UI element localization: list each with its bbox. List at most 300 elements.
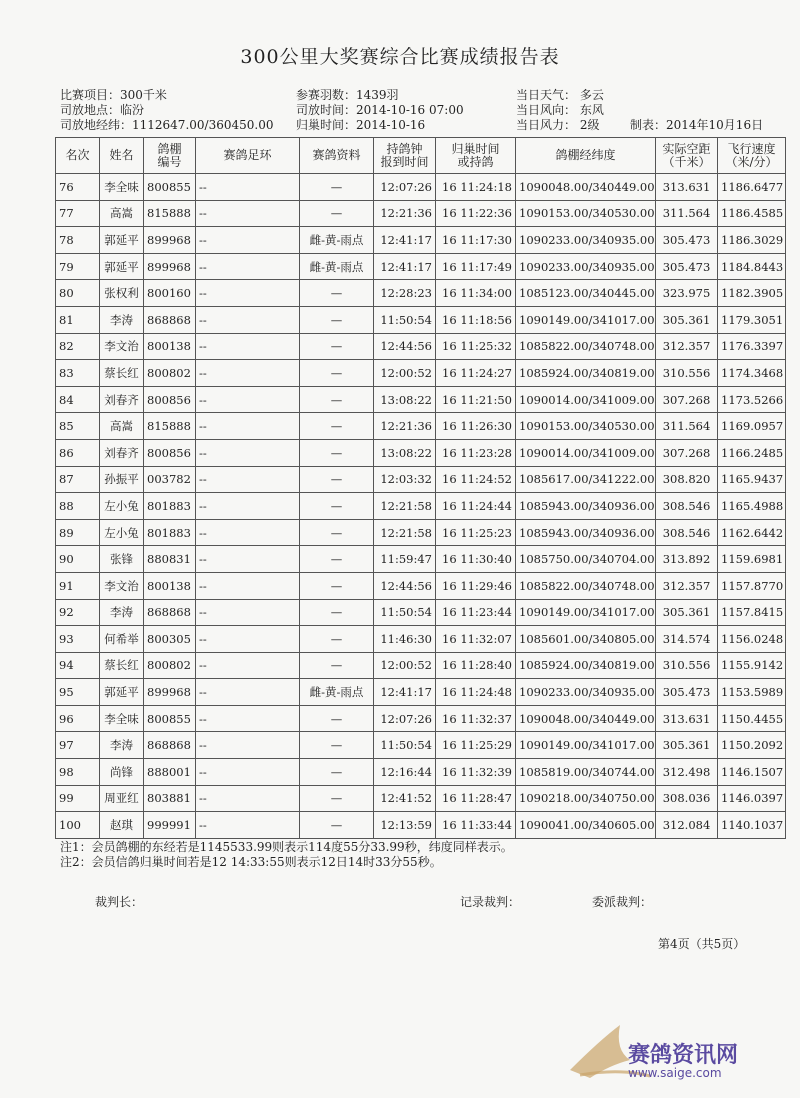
table-cell: -- (196, 174, 300, 201)
table-cell: 311.564 (656, 200, 718, 227)
table-cell: 12:13:59 (374, 812, 436, 839)
table-cell: 1182.3905 (718, 280, 786, 307)
column-header: 姓名 (100, 138, 144, 174)
table-cell: 16 11:22:36 (436, 200, 516, 227)
table-cell: 310.556 (656, 652, 718, 679)
table-cell: 李全味 (100, 174, 144, 201)
table-cell: 1090048.00/340449.00 (516, 174, 656, 201)
table-cell: 1186.6477 (718, 174, 786, 201)
table-cell: 1140.1037 (718, 812, 786, 839)
table-cell: 800160 (144, 280, 196, 307)
table-cell: — (300, 652, 374, 679)
table-cell: 左小兔 (100, 519, 144, 546)
table-cell: 12:41:17 (374, 227, 436, 254)
table-cell: 16 11:24:44 (436, 493, 516, 520)
table-cell: 16 11:21:50 (436, 386, 516, 413)
table-cell: 1085750.00/340704.00 (516, 546, 656, 573)
table-cell: -- (196, 253, 300, 280)
table-cell: 323.975 (656, 280, 718, 307)
table-cell: 89 (56, 519, 100, 546)
table-row (56, 227, 786, 254)
column-header: 实际空距 （千米） (656, 138, 718, 174)
table-cell: 800305 (144, 626, 196, 653)
table-cell: 郭延平 (100, 253, 144, 280)
column-header: 飞行速度 （米/分） (718, 138, 786, 174)
table-cell: 12:16:44 (374, 759, 436, 786)
table-cell: 12:00:52 (374, 652, 436, 679)
table-cell: 尚锋 (100, 759, 144, 786)
table-row (56, 466, 786, 493)
table-cell: 305.361 (656, 732, 718, 759)
table-cell: 16 11:24:27 (436, 360, 516, 387)
wind-direction: 当日风向： 东风 (516, 103, 604, 117)
table-cell: 16 11:26:30 (436, 413, 516, 440)
column-header: 赛鸽资料 (300, 138, 374, 174)
table-cell: 1165.4988 (718, 493, 786, 520)
table-cell: 李涛 (100, 599, 144, 626)
table-cell: 12:44:56 (374, 333, 436, 360)
column-header: 持鸽钟 报到时间 (374, 138, 436, 174)
table-cell: 刘春齐 (100, 439, 144, 466)
watermark-url: www.saige.com (628, 1066, 722, 1080)
table-cell: 16 11:25:23 (436, 519, 516, 546)
table-cell: 94 (56, 652, 100, 679)
table-cell: — (300, 732, 374, 759)
table-cell: 899968 (144, 253, 196, 280)
table-cell: 83 (56, 360, 100, 387)
table-cell: 97 (56, 732, 100, 759)
info-col-1 (60, 88, 273, 133)
table-cell: 1090153.00/340530.00 (516, 200, 656, 227)
table-cell: -- (196, 413, 300, 440)
table-cell: 1174.3468 (718, 360, 786, 387)
table-cell: 1085924.00/340819.00 (516, 360, 656, 387)
table-row (56, 599, 786, 626)
table-cell: — (300, 280, 374, 307)
table-cell: — (300, 705, 374, 732)
table-cell: 86 (56, 439, 100, 466)
table-cell: 1085924.00/340819.00 (516, 652, 656, 679)
table-cell: 16 11:29:46 (436, 572, 516, 599)
table-cell: 81 (56, 306, 100, 333)
table-cell: 801883 (144, 519, 196, 546)
table-cell: 左小兔 (100, 493, 144, 520)
race-item: 比赛项目：300千米 (60, 88, 167, 102)
table-cell: 800138 (144, 572, 196, 599)
table-cell: — (300, 174, 374, 201)
table-cell: 92 (56, 599, 100, 626)
table-cell: 1146.1507 (718, 759, 786, 786)
table-cell: -- (196, 652, 300, 679)
maker-date: 制表：2014年10月16日 (630, 118, 764, 132)
table-cell: -- (196, 519, 300, 546)
table-cell: 12:41:17 (374, 679, 436, 706)
table-row (56, 705, 786, 732)
table-cell: — (300, 333, 374, 360)
table-cell: 100 (56, 812, 100, 839)
table-cell: 88 (56, 493, 100, 520)
recorder-judge-label: 记录裁判： (460, 895, 521, 909)
table-cell: 高嵩 (100, 413, 144, 440)
table-cell: 314.574 (656, 626, 718, 653)
table-cell: 1166.2485 (718, 439, 786, 466)
table-cell: -- (196, 599, 300, 626)
table-cell: 311.564 (656, 413, 718, 440)
table-cell: 308.546 (656, 519, 718, 546)
table-cell: 1090233.00/340935.00 (516, 253, 656, 280)
table-cell: 1150.4455 (718, 705, 786, 732)
table-cell: — (300, 439, 374, 466)
table-cell: 1085819.00/340744.00 (516, 759, 656, 786)
table-cell: 1085943.00/340936.00 (516, 493, 656, 520)
table-row (56, 280, 786, 307)
table-cell: 312.357 (656, 572, 718, 599)
table-cell: 高嵩 (100, 200, 144, 227)
table-cell: -- (196, 306, 300, 333)
column-header: 归巢时间 或持鸽 (436, 138, 516, 174)
table-row (56, 652, 786, 679)
table-row (56, 759, 786, 786)
table-cell: 868868 (144, 306, 196, 333)
table-row (56, 493, 786, 520)
table-cell: — (300, 626, 374, 653)
table-row (56, 360, 786, 387)
table-cell: 郭延平 (100, 227, 144, 254)
table-cell: 郭延平 (100, 679, 144, 706)
table-cell: 93 (56, 626, 100, 653)
table-cell: 11:50:54 (374, 306, 436, 333)
table-cell: 899968 (144, 679, 196, 706)
table-row (56, 679, 786, 706)
table-cell: 1090014.00/341009.00 (516, 439, 656, 466)
table-cell: -- (196, 705, 300, 732)
table-cell: -- (196, 200, 300, 227)
table-cell: 1090233.00/340935.00 (516, 227, 656, 254)
table-cell: — (300, 306, 374, 333)
release-place: 司放地点：临汾 (60, 103, 145, 117)
table-cell: 1153.5989 (718, 679, 786, 706)
table-cell: 87 (56, 466, 100, 493)
table-cell: -- (196, 386, 300, 413)
table-cell: 800802 (144, 360, 196, 387)
table-cell: -- (196, 466, 300, 493)
table-cell: 868868 (144, 732, 196, 759)
table-cell: 16 11:32:37 (436, 705, 516, 732)
table-cell: 79 (56, 253, 100, 280)
table-cell: 李全味 (100, 705, 144, 732)
table-row (56, 439, 786, 466)
table-cell: 1085822.00/340748.00 (516, 572, 656, 599)
table-cell: 96 (56, 705, 100, 732)
table-cell: 888001 (144, 759, 196, 786)
table-cell: 12:44:56 (374, 572, 436, 599)
table-cell: -- (196, 626, 300, 653)
table-row (56, 386, 786, 413)
table-cell: 1090014.00/341009.00 (516, 386, 656, 413)
table-cell: 12:21:58 (374, 493, 436, 520)
table-cell: 1085943.00/340936.00 (516, 519, 656, 546)
table-cell: 12:21:36 (374, 413, 436, 440)
table-cell: 张锋 (100, 546, 144, 573)
table-row (56, 174, 786, 201)
table-cell: 815888 (144, 413, 196, 440)
table-cell: 12:07:26 (374, 705, 436, 732)
table-row (56, 333, 786, 360)
table-cell: 310.556 (656, 360, 718, 387)
table-cell: 刘春齐 (100, 386, 144, 413)
table-cell: 305.473 (656, 227, 718, 254)
table-cell: 1169.0957 (718, 413, 786, 440)
table-cell: 800856 (144, 439, 196, 466)
table-cell: -- (196, 572, 300, 599)
release-coords: 司放地经纬：1112647.00/360450.00 (60, 118, 274, 132)
table-cell: 16 11:32:39 (436, 759, 516, 786)
table-cell: 999991 (144, 812, 196, 839)
table-cell: 雌-黄-雨点 (300, 253, 374, 280)
table-cell: 12:03:32 (374, 466, 436, 493)
table-cell: 1162.6442 (718, 519, 786, 546)
wind-force: 当日风力： 2级 (516, 118, 600, 132)
table-cell: — (300, 599, 374, 626)
table-cell: 82 (56, 333, 100, 360)
table-cell: — (300, 200, 374, 227)
page-number: 第4页（共5页） (658, 937, 746, 951)
table-cell: 1090149.00/341017.00 (516, 599, 656, 626)
table-cell: — (300, 572, 374, 599)
table-cell: 12:07:26 (374, 174, 436, 201)
table-cell: -- (196, 493, 300, 520)
table-cell: 16 11:28:40 (436, 652, 516, 679)
table-row (56, 546, 786, 573)
table-cell: 307.268 (656, 386, 718, 413)
table-cell: 李涛 (100, 732, 144, 759)
table-cell: 16 11:25:32 (436, 333, 516, 360)
table-cell: 98 (56, 759, 100, 786)
table-cell: 1179.3051 (718, 306, 786, 333)
release-time: 司放时间：2014-10-16 07:00 (296, 103, 464, 117)
table-cell: -- (196, 333, 300, 360)
info-col-2 (296, 88, 464, 133)
table-row (56, 200, 786, 227)
table-cell: -- (196, 227, 300, 254)
weather: 当日天气： 多云 (516, 88, 604, 102)
table-cell: 李文治 (100, 333, 144, 360)
report-title: 300公里大奖赛综合比赛成绩报告表 (240, 46, 560, 68)
table-cell: 1155.9142 (718, 652, 786, 679)
table-cell: 16 11:25:29 (436, 732, 516, 759)
table-row (56, 626, 786, 653)
chief-judge-label: 裁判长： (95, 895, 144, 909)
table-cell: 1165.9437 (718, 466, 786, 493)
table-cell: — (300, 546, 374, 573)
table-cell: -- (196, 360, 300, 387)
table-cell: 16 11:34:00 (436, 280, 516, 307)
table-cell: 12:28:23 (374, 280, 436, 307)
table-row (56, 306, 786, 333)
table-cell: — (300, 413, 374, 440)
notes (60, 840, 513, 870)
table-cell: 16 11:32:07 (436, 626, 516, 653)
table-cell: 815888 (144, 200, 196, 227)
table-cell: 1156.0248 (718, 626, 786, 653)
table-cell: 313.892 (656, 546, 718, 573)
table-cell: 1146.0397 (718, 785, 786, 812)
delegate-judge-label: 委派裁判： (592, 895, 653, 909)
table-cell: 11:50:54 (374, 599, 436, 626)
table-cell: 313.631 (656, 705, 718, 732)
table-cell: -- (196, 439, 300, 466)
table-cell: 1090041.00/340605.00 (516, 812, 656, 839)
table-cell: 307.268 (656, 439, 718, 466)
table-cell: — (300, 812, 374, 839)
table-cell: 803881 (144, 785, 196, 812)
table-cell: -- (196, 812, 300, 839)
table-cell: -- (196, 785, 300, 812)
table-cell: 16 11:28:47 (436, 785, 516, 812)
table-cell: 13:08:22 (374, 439, 436, 466)
table-cell: 312.084 (656, 812, 718, 839)
table-cell: 1173.5266 (718, 386, 786, 413)
table-cell: 308.820 (656, 466, 718, 493)
table-cell: 16 11:23:44 (436, 599, 516, 626)
table-cell: 800802 (144, 652, 196, 679)
table-cell: 蔡长红 (100, 360, 144, 387)
table-cell: 1157.8770 (718, 572, 786, 599)
table-cell: 800855 (144, 705, 196, 732)
table-cell: 85 (56, 413, 100, 440)
table-cell: 312.498 (656, 759, 718, 786)
table-cell: 1186.4585 (718, 200, 786, 227)
table-cell: 800855 (144, 174, 196, 201)
table-cell: 孙振平 (100, 466, 144, 493)
table-cell: — (300, 759, 374, 786)
table-cell: — (300, 466, 374, 493)
table-cell: -- (196, 280, 300, 307)
table-row (56, 413, 786, 440)
table-cell: 12:21:36 (374, 200, 436, 227)
table-cell: 313.631 (656, 174, 718, 201)
table-cell: 95 (56, 679, 100, 706)
table-cell: 1085601.00/340805.00 (516, 626, 656, 653)
entry-count: 参赛羽数：1439羽 (296, 88, 399, 102)
table-cell: — (300, 493, 374, 520)
table-cell: 雌-黄-雨点 (300, 227, 374, 254)
table-cell: 16 11:18:56 (436, 306, 516, 333)
column-header: 鸽棚经纬度 (516, 138, 656, 174)
table-cell: 880831 (144, 546, 196, 573)
table-cell: 李涛 (100, 306, 144, 333)
table-cell: 16 11:24:18 (436, 174, 516, 201)
note-1: 注1：会员鸽棚的东经若是1145533.99则表示114度55分33.99秒，纬度同样表示。 (60, 840, 513, 854)
table-cell: 11:46:30 (374, 626, 436, 653)
table-cell: 1157.8415 (718, 599, 786, 626)
table-cell: 84 (56, 386, 100, 413)
table-cell: 12:00:52 (374, 360, 436, 387)
table-cell: 1150.2092 (718, 732, 786, 759)
table-cell: 11:59:47 (374, 546, 436, 573)
table-cell: 何希举 (100, 626, 144, 653)
table-cell: 12:41:17 (374, 253, 436, 280)
table-cell: 800138 (144, 333, 196, 360)
table-cell: -- (196, 679, 300, 706)
table-cell: 1090048.00/340449.00 (516, 705, 656, 732)
table-row (56, 732, 786, 759)
table-cell: 1090233.00/340935.00 (516, 679, 656, 706)
table-cell: 16 11:33:44 (436, 812, 516, 839)
table-cell: 305.361 (656, 306, 718, 333)
table-cell: -- (196, 759, 300, 786)
table-cell: 16 11:24:48 (436, 679, 516, 706)
table-cell: 1090153.00/340530.00 (516, 413, 656, 440)
table-cell: 78 (56, 227, 100, 254)
table-row (56, 785, 786, 812)
table-cell: 1085617.00/341222.00 (516, 466, 656, 493)
table-cell: 16 11:17:49 (436, 253, 516, 280)
table-cell: 蔡长红 (100, 652, 144, 679)
table-cell: 76 (56, 174, 100, 201)
table-cell: 305.361 (656, 599, 718, 626)
table-cell: 90 (56, 546, 100, 573)
table-row (56, 253, 786, 280)
info-col-3 (516, 88, 604, 133)
table-cell: 1090149.00/341017.00 (516, 732, 656, 759)
table-cell: 16 11:24:52 (436, 466, 516, 493)
table-cell: 312.357 (656, 333, 718, 360)
table-cell: 12:41:52 (374, 785, 436, 812)
table-cell: 1176.3397 (718, 333, 786, 360)
column-header: 鸽棚 编号 (144, 138, 196, 174)
table-cell: 1186.3029 (718, 227, 786, 254)
watermark-text: 赛鸽资讯网 (628, 1043, 739, 1068)
table-cell: — (300, 785, 374, 812)
table-cell: 雌-黄-雨点 (300, 679, 374, 706)
table-cell: 99 (56, 785, 100, 812)
table-cell: 16 11:23:28 (436, 439, 516, 466)
table-cell: 1184.8443 (718, 253, 786, 280)
table-cell: 91 (56, 572, 100, 599)
table-cell: 77 (56, 200, 100, 227)
table-cell: 赵琪 (100, 812, 144, 839)
table-cell: 800856 (144, 386, 196, 413)
table-cell: 11:50:54 (374, 732, 436, 759)
table-cell: 1090149.00/341017.00 (516, 306, 656, 333)
results-table (55, 137, 786, 839)
table-cell: 899968 (144, 227, 196, 254)
column-header: 赛鸽足环 (196, 138, 300, 174)
table-cell: 16 11:30:40 (436, 546, 516, 573)
table-cell: 868868 (144, 599, 196, 626)
table-cell: — (300, 386, 374, 413)
table-cell: 13:08:22 (374, 386, 436, 413)
table-cell: 12:21:58 (374, 519, 436, 546)
return-time: 归巢时间：2014-10-16 (296, 118, 426, 132)
table-cell: 1085822.00/340748.00 (516, 333, 656, 360)
table-cell: 1090218.00/340750.00 (516, 785, 656, 812)
table-cell: 305.473 (656, 253, 718, 280)
table-cell: 张权利 (100, 280, 144, 307)
table-cell: 003782 (144, 466, 196, 493)
table-header-row (56, 138, 786, 174)
table-row (56, 812, 786, 839)
table-row (56, 519, 786, 546)
table-cell: 16 11:17:30 (436, 227, 516, 254)
table-cell: 308.546 (656, 493, 718, 520)
note-2: 注2：会员信鸽归巢时间若是12 14:33:55则表示12日14时33分55秒。 (60, 855, 442, 869)
table-cell: 1159.6981 (718, 546, 786, 573)
table-cell: 80 (56, 280, 100, 307)
table-cell: -- (196, 732, 300, 759)
table-row (56, 572, 786, 599)
